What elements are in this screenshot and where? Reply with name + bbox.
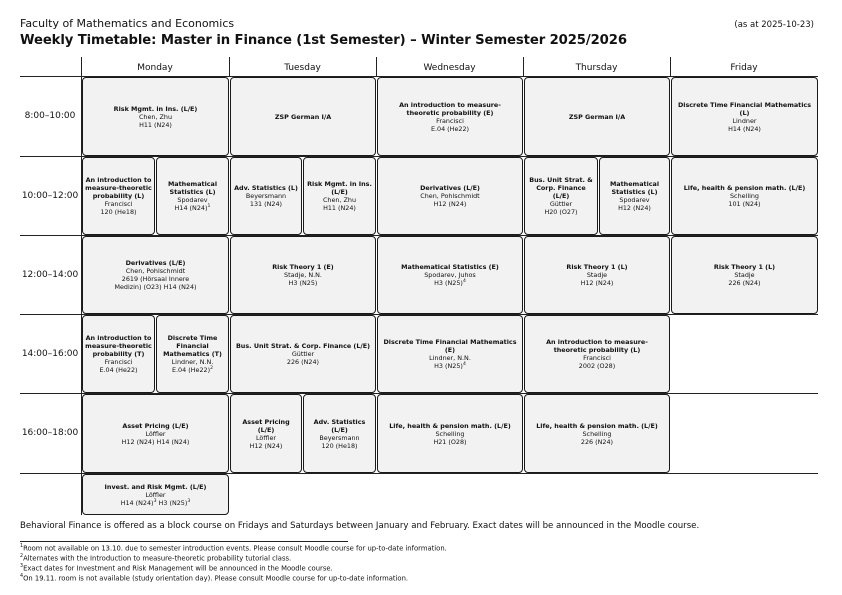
page-title: Weekly Timetable: Master in Finance (1st Semester) – Winter Semester 2025/2026: [20, 33, 627, 48]
course-room: H20 (O27): [544, 208, 578, 216]
course-block: [377, 157, 523, 235]
footnote: [20, 554, 291, 562]
course-block: [82, 77, 229, 156]
footnote-mark: 2: [210, 365, 214, 371]
course-room: 226 (N24): [286, 358, 320, 366]
course-lecturer: Löffler: [255, 433, 277, 442]
course-room: H14 (N24): [728, 124, 761, 133]
footnote-text: Room not available on 13.10. due to semester introduction events. Please consult Moodle course for up-to-date information.: [23, 544, 447, 553]
time-slot-label: 16:00–18:00: [21, 428, 79, 438]
course-room: H12 (N24): [580, 279, 614, 287]
course-lecturer: Spodarev, Juhos: [424, 271, 476, 279]
course-block: [230, 394, 302, 473]
course-block: [82, 474, 229, 515]
course-lecturer: Francisci: [583, 354, 611, 362]
course-title: Derivatives (L/E): [420, 184, 480, 192]
course-lecturer: Francisci: [104, 200, 133, 208]
time-slot-label: 12:00–14:00: [21, 270, 79, 280]
course-room: H12 (N24) H14 (N24): [121, 437, 190, 446]
course-lecturer: Francisci: [436, 116, 464, 125]
time-slot-label: 8:00–10:00: [24, 111, 76, 121]
course-title: Adv. Statistics (L): [234, 184, 298, 192]
course-lecturer: Stadje: [734, 271, 755, 279]
course-title: Adv. Statistics (L/E): [313, 417, 366, 434]
course-block: [230, 77, 376, 156]
course-room: 131 (N24): [249, 200, 283, 208]
day-header-friday: Friday: [730, 63, 758, 73]
course-block: [671, 77, 818, 156]
course-title: Discrete Time Financial Mathematics (T): [163, 334, 222, 358]
course-title: Derivatives (L/E): [125, 259, 186, 267]
course-block: [156, 315, 229, 393]
course-block: [524, 315, 670, 393]
course-block: [230, 157, 302, 235]
course-title: Asset Pricing (L/E): [242, 417, 290, 434]
footnote-mark: 3: [20, 564, 24, 569]
footnote-mark: 4: [462, 278, 466, 284]
course-room: H11 (N24): [139, 120, 172, 129]
as-at-date: (as at 2025-10-23): [734, 20, 814, 30]
course-title: Invest. and Risk Mgmt. (L/E): [104, 482, 207, 491]
footnote-mark: 1: [20, 544, 24, 549]
course-title: Asset Pricing (L/E): [122, 421, 189, 430]
course-lecturer: Schelling: [582, 429, 612, 438]
course-title: Bus. Unit Strat. & Corp. Finance (L/E): [529, 176, 593, 200]
footnote-text: Alternates with the Introduction to measure-theoretic probability tutorial class.: [23, 554, 292, 563]
footnote-mark: 3: [187, 498, 191, 504]
course-lecturer: Beyersmann: [319, 433, 360, 442]
course-block: [303, 394, 376, 473]
course-block: [599, 157, 670, 235]
course-lecturer: Schelling: [730, 192, 759, 200]
footnote-text: Exact dates for Investment and Risk Management will be announced in the Moodle course.: [23, 564, 333, 573]
course-block: [524, 77, 670, 156]
time-slot-label: 14:00–16:00: [21, 349, 79, 359]
behavioral-finance-note: Behavioral Finance is offered as a block course on Fridays and Saturdays between January and February. Exact dates will be announced in the Moodle course.: [20, 521, 700, 531]
course-room: H14 (N24): [174, 204, 208, 212]
course-title: Life, health & pension math. (L/E): [683, 184, 806, 192]
course-title: An introduction to measure-theoretic probability (L): [546, 338, 648, 354]
course-room: 2002 (O28): [578, 362, 616, 370]
day-header-wednesday: Wednesday: [423, 63, 476, 73]
course-lecturer: Spodarev: [619, 196, 650, 204]
course-block: [524, 394, 670, 473]
course-title: Risk Theory 1 (L): [713, 263, 776, 271]
course-title: Life, health & pension math. (L/E): [389, 421, 511, 430]
course-block: [82, 157, 155, 235]
course-title: An introduction to measure-theoretic probability (T): [85, 334, 152, 358]
course-title: Risk Mgmt. in Ins. (L/E): [307, 180, 372, 196]
course-lecturer: Schelling: [435, 429, 465, 438]
course-title: Bus. Unit Strat. & Corp. Finance (L/E): [235, 342, 371, 350]
footnote-mark: 3: [153, 498, 157, 504]
course-title: Discrete Time Financial Mathematics (L): [677, 100, 812, 117]
course-block: [82, 236, 229, 314]
course-room: H3 (N25): [288, 279, 318, 287]
course-lecturer: Lindner, N.N.: [171, 358, 214, 366]
course-lecturer: Beyersmann: [245, 192, 287, 200]
course-block: [377, 394, 523, 473]
footnote: [20, 564, 333, 572]
course-room: 2619 (Hörsaal Innere Medizin) (O23) H14 (N24): [114, 275, 197, 291]
footnote-mark: 4: [462, 361, 466, 367]
footnote-text: On 19.11. room is not available (study orientation day). Please consult Moodle course for up-to-date information.: [23, 574, 409, 583]
faculty-name: Faculty of Mathematics and Economics: [20, 17, 235, 30]
course-title: Mathematical Statistics (L): [609, 180, 660, 196]
course-lecturer: Francisci: [104, 358, 133, 366]
course-block: [671, 157, 818, 235]
course-block: [303, 157, 376, 235]
course-lecturer: Stadje, N.N.: [284, 271, 322, 279]
course-lecturer: Lindner, N.N.: [429, 354, 471, 362]
course-lecturer: Spodarev: [177, 196, 208, 204]
course-room: 120 (He18): [321, 441, 358, 450]
course-block: [524, 236, 670, 314]
course-lecturer: Löffler: [145, 490, 166, 499]
course-block: [671, 236, 818, 314]
footnote-mark: 4: [20, 574, 24, 579]
course-room: 120 (He18): [100, 208, 137, 216]
time-slot-label: 10:00–12:00: [21, 191, 79, 201]
course-room: H3 (N25): [434, 362, 463, 370]
course-title: Risk Theory 1 (L): [566, 263, 628, 271]
course-lecturer: Güttler: [291, 350, 315, 358]
course-title: An introduction to measure-theoretic probability (E): [399, 100, 501, 117]
course-room: H12 (N24): [249, 441, 283, 450]
course-room: 226 (N24): [580, 437, 614, 446]
course-room: H3 (N25): [158, 498, 188, 507]
footnote-mark: 2: [20, 554, 24, 559]
course-lecturer: Chen, Zhu: [322, 196, 357, 204]
course-lecturer: Chen, Pohlschmidt: [420, 192, 480, 200]
day-header-monday: Monday: [137, 63, 173, 73]
course-room: E.04 (He22): [99, 366, 138, 374]
course-room: 101 (N24): [728, 200, 761, 208]
course-title: Risk Mgmt. in Ins. (L/E): [113, 104, 198, 113]
course-title: Risk Theory 1 (E): [272, 263, 334, 271]
course-room: H12 (N24): [433, 200, 467, 208]
day-header-thursday: Thursday: [575, 63, 618, 73]
course-title: An introduction to measure-theoretic probability (L): [85, 176, 152, 200]
course-block: [377, 77, 523, 156]
course-room: H11 (N24): [323, 204, 356, 212]
course-room: H12 (N24): [618, 204, 651, 212]
course-block: [82, 315, 155, 393]
course-block: [377, 236, 523, 314]
course-title: Mathematical Statistics (E): [401, 263, 499, 271]
course-room: E.04 (He22): [430, 124, 470, 133]
course-lecturer: Lindner: [732, 116, 757, 125]
footnote: [20, 544, 447, 552]
course-lecturer: Chen, Pohlschmidt: [125, 267, 186, 275]
course-room: H3 (N25): [434, 279, 463, 287]
course-room: H14 (N24): [120, 498, 154, 507]
course-lecturer: Stadje: [586, 271, 608, 279]
course-title: Life, health & pension math. (L/E): [536, 421, 658, 430]
footnote-divider: [20, 541, 348, 542]
footnote-mark: 1: [207, 203, 211, 209]
course-title: ZSP German I/A: [568, 112, 626, 121]
course-block: [230, 236, 376, 314]
course-lecturer: Güttler: [549, 200, 573, 208]
course-block: [230, 315, 376, 393]
day-header-tuesday: Tuesday: [284, 63, 321, 73]
course-title: Discrete Time Financial Mathematics (E): [383, 338, 517, 354]
course-room: H21 (O28): [433, 437, 467, 446]
course-block: [156, 157, 229, 235]
course-room: E.04 (He22): [171, 366, 211, 374]
course-room: 226 (N24): [728, 279, 761, 287]
course-title: ZSP German I/A: [274, 112, 332, 121]
course-title: Mathematical Statistics (L): [167, 180, 218, 196]
course-block: [377, 315, 523, 393]
course-lecturer: Chen, Zhu: [138, 112, 173, 121]
footnote: [20, 574, 408, 582]
course-block: [524, 157, 598, 235]
course-lecturer: Löffler: [145, 429, 166, 438]
course-block: [82, 394, 229, 473]
